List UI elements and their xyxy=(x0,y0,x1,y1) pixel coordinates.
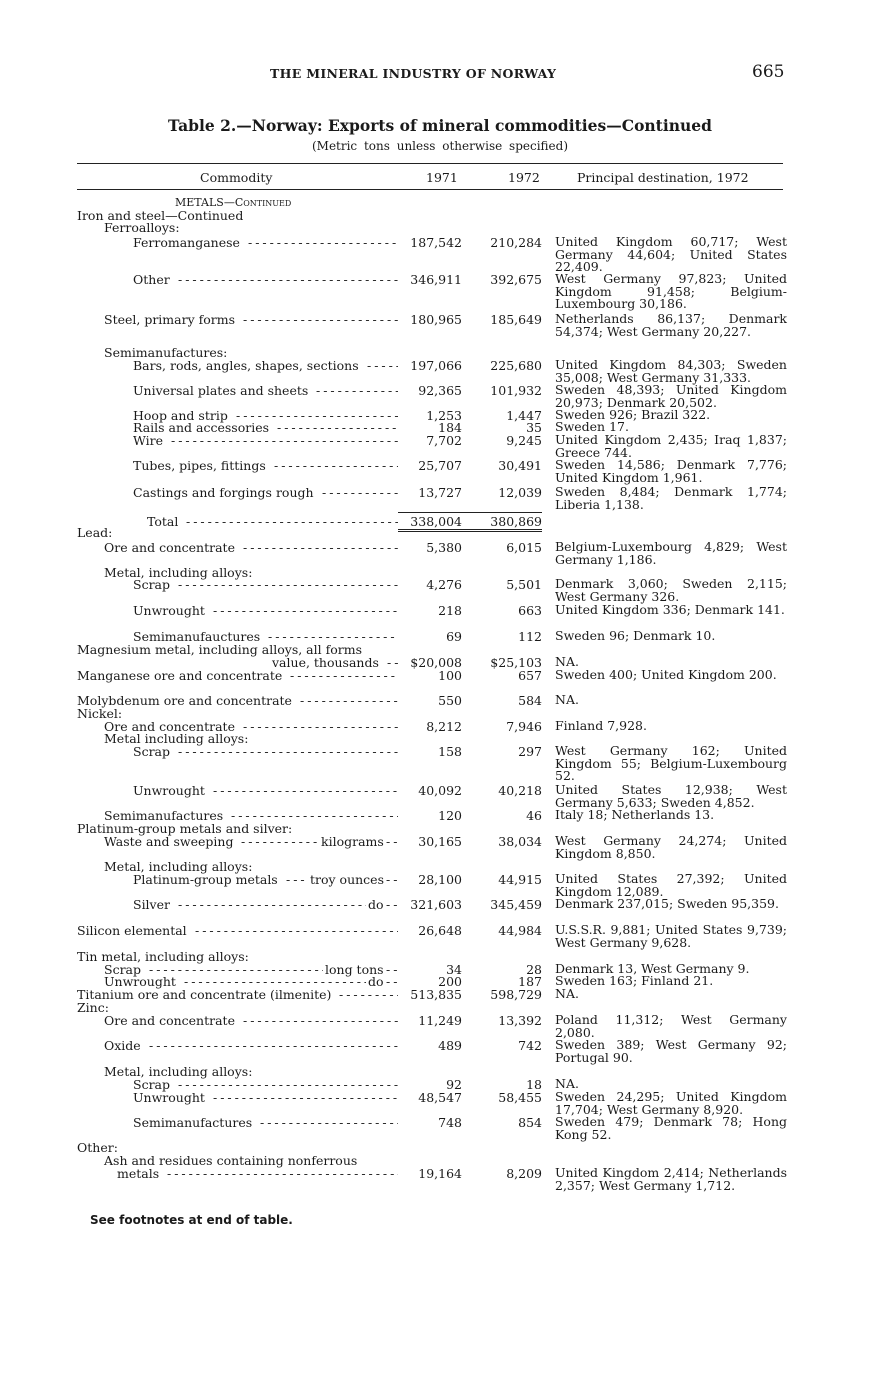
commodity-label: Metal, including alloys: xyxy=(104,1064,253,1079)
column-header-destination: Principal destination, 1972 xyxy=(577,170,749,185)
principal-destination: Belgium-Luxembourg 4,829; West Germany 1,186. xyxy=(555,539,787,567)
principal-destination: NA. xyxy=(555,986,579,1001)
page-number: 665 xyxy=(752,62,785,82)
principal-destination: U.S.S.R. 9,881; United States 9,739; West Germany 9,628. xyxy=(555,922,787,950)
commodity-label: Nickel: xyxy=(77,706,123,721)
dot-leader xyxy=(243,541,398,554)
dot-leader xyxy=(286,873,308,886)
value-1972: 380,869 xyxy=(490,514,542,529)
value-1971: 34 xyxy=(446,962,462,977)
dot-leader xyxy=(248,236,398,249)
commodity-label: Scrap xyxy=(133,1077,170,1092)
value-1971: 100 xyxy=(438,668,462,683)
principal-destination: Denmark 13, West Germany 9. xyxy=(555,961,750,976)
commodity-label: Other xyxy=(133,272,170,287)
commodity-label: Unwrought xyxy=(133,1090,205,1105)
commodity-label: Ore and concentrate xyxy=(104,719,235,734)
principal-destination: Italy 18; Netherlands 13. xyxy=(555,807,715,822)
value-1971: 346,911 xyxy=(410,272,462,287)
commodity-label: METALS—Continued xyxy=(175,196,292,209)
commodity-label: Lead: xyxy=(77,525,113,540)
commodity-label: Silver xyxy=(133,897,170,912)
commodity-label: Metal, including alloys: xyxy=(104,565,253,580)
commodity-label: Hoop and strip xyxy=(133,408,228,423)
unit-label: do xyxy=(368,974,384,989)
principal-destination: Netherlands 86,137; Denmark 54,374; West Germany 20,227. xyxy=(555,311,787,339)
value-1971: 120 xyxy=(438,808,462,823)
commodity-label: Manganese ore and concentrate xyxy=(77,668,283,683)
value-1972: 18 xyxy=(526,1077,542,1092)
commodity-label: Magnesium metal, including alloys, all forms xyxy=(77,642,362,657)
value-1972: 58,455 xyxy=(498,1090,542,1105)
value-1972: 657 xyxy=(518,668,542,683)
dot-leader xyxy=(243,720,398,733)
value-1972: 9,245 xyxy=(506,433,542,448)
value-1971: 184 xyxy=(438,420,462,435)
value-1971: 4,276 xyxy=(426,577,462,592)
commodity-label: Platinum-group metals xyxy=(133,872,278,887)
value-1972: 38,034 xyxy=(498,834,542,849)
value-1971: 489 xyxy=(438,1038,462,1053)
principal-destination: United Kingdom 336; Denmark 141. xyxy=(555,602,785,617)
header-bottom-rule xyxy=(77,189,783,190)
total-bottom-rule xyxy=(398,531,542,532)
value-1972: $25,103 xyxy=(490,655,542,670)
commodity-label: Ferromanganese xyxy=(133,235,240,250)
commodity-label: Ore and concentrate xyxy=(104,540,235,555)
dot-leader xyxy=(149,1039,398,1052)
table-subtitle: (Metric tons unless otherwise specified) xyxy=(311,139,569,153)
value-1971: 26,648 xyxy=(418,923,462,938)
value-1971: 8,212 xyxy=(426,719,462,734)
dot-leader xyxy=(178,578,398,591)
commodity-label: Unwrought xyxy=(104,974,176,989)
dot-leader xyxy=(178,898,366,911)
unit-label: do xyxy=(368,897,384,912)
dot-leader xyxy=(178,1078,398,1091)
value-1971: 5,380 xyxy=(426,540,462,555)
dot-leader xyxy=(243,313,398,326)
value-1972: 101,932 xyxy=(490,383,542,398)
commodity-label: Iron and steel—Continued xyxy=(77,208,244,223)
principal-destination: West Germany 162; United Kingdom 55; Belgium-Luxembourg 52. xyxy=(555,743,787,783)
principal-destination: Sweden 48,393; United Kingdom 20,973; Denmark 20,502. xyxy=(555,382,787,410)
value-1971: 19,164 xyxy=(418,1166,462,1181)
commodity-label: Semimanufactures xyxy=(133,1115,253,1130)
principal-destination: Denmark 237,015; Sweden 95,359. xyxy=(555,896,779,911)
column-header-1971: 1971 xyxy=(426,170,458,185)
dot-leader xyxy=(386,898,398,911)
value-1971: 69 xyxy=(446,629,462,644)
value-1971: 197,066 xyxy=(410,358,462,373)
commodity-label: Universal plates and sheets xyxy=(133,383,309,398)
commodity-label: Steel, primary forms xyxy=(104,312,236,327)
dot-leader xyxy=(386,835,398,848)
commodity-label: Ash and residues containing nonferrous xyxy=(104,1153,358,1168)
value-1971: 513,835 xyxy=(410,987,462,1002)
commodity-label: Semimanufactures xyxy=(104,808,224,823)
commodity-label: metals xyxy=(117,1166,160,1181)
value-1972: 46 xyxy=(526,808,542,823)
value-1971: 321,603 xyxy=(410,897,462,912)
value-1972: 297 xyxy=(518,744,542,759)
commodity-label: Bars, rods, angles, shapes, sections xyxy=(133,358,359,373)
commodity-label: Other: xyxy=(77,1140,118,1155)
dot-leader xyxy=(300,694,398,707)
value-1972: 35 xyxy=(526,420,542,435)
value-1971: 25,707 xyxy=(418,458,462,473)
value-1971: 92 xyxy=(446,1077,462,1092)
value-1971: 187,542 xyxy=(410,235,462,250)
commodity-label: Metal, including alloys: xyxy=(104,859,253,874)
value-1972: 187 xyxy=(518,974,542,989)
commodity-label: Waste and sweeping xyxy=(104,834,234,849)
value-1972: 44,915 xyxy=(498,872,542,887)
dot-leader xyxy=(386,873,398,886)
commodity-label: Silicon elemental xyxy=(77,923,187,938)
unit-label: troy ounces xyxy=(310,872,384,887)
value-1971: 748 xyxy=(438,1115,462,1130)
dot-leader xyxy=(167,1167,398,1180)
commodity-label: Ore and concentrate xyxy=(104,1013,235,1028)
commodity-label: Unwrought xyxy=(133,783,205,798)
dot-leader xyxy=(290,669,398,682)
commodity-label: Tin metal, including alloys: xyxy=(77,949,249,964)
principal-destination: United States 12,938; West Germany 5,633; Sweden 4,852. xyxy=(555,782,787,810)
commodity-label: Molybdenum ore and concentrate xyxy=(77,693,292,708)
value-1972: 225,680 xyxy=(490,358,542,373)
header-top-rule xyxy=(77,163,783,164)
unit-label: kilograms xyxy=(321,834,384,849)
principal-destination: United Kingdom 60,717; West Germany 44,604; United States 22,409. xyxy=(555,234,787,274)
dot-leader xyxy=(367,359,398,372)
dot-leader xyxy=(186,515,398,528)
principal-destination: Sweden 389; West Germany 92; Portugal 90. xyxy=(555,1037,787,1065)
dot-leader xyxy=(322,486,398,499)
principal-destination: United Kingdom 84,303; Sweden 35,008; West Germany 31,333. xyxy=(555,357,787,385)
principal-destination: Sweden 163; Finland 21. xyxy=(555,973,714,988)
principal-destination: Sweden 8,484; Denmark 1,774; Liberia 1,138. xyxy=(555,484,787,512)
dot-leader xyxy=(243,1014,398,1027)
total-top-rule xyxy=(398,512,542,513)
principal-destination: Poland 11,312; West Germany 2,080. xyxy=(555,1012,787,1040)
dot-leader xyxy=(387,656,398,669)
value-1972: 30,491 xyxy=(498,458,542,473)
dot-leader xyxy=(274,459,398,472)
value-1972: 28 xyxy=(526,962,542,977)
value-1972: 12,039 xyxy=(498,485,542,500)
running-title: THE MINERAL INDUSTRY OF NORWAY xyxy=(270,66,557,81)
dot-leader xyxy=(241,835,319,848)
principal-destination: Sweden 17. xyxy=(555,419,629,434)
value-1972: 663 xyxy=(518,603,542,618)
principal-destination: Sweden 24,295; United Kingdom 17,704; West Germany 8,920. xyxy=(555,1089,787,1117)
value-1972: 210,284 xyxy=(490,235,542,250)
commodity-label: Ferroalloys: xyxy=(104,220,180,235)
principal-destination: Denmark 3,060; Sweden 2,115; West Germany 326. xyxy=(555,576,787,604)
principal-destination: Sweden 479; Denmark 78; Hong Kong 52. xyxy=(555,1114,787,1142)
commodity-label: Castings and forgings rough xyxy=(133,485,314,500)
value-1971: 13,727 xyxy=(418,485,462,500)
commodity-label: Zinc: xyxy=(77,1000,109,1015)
commodity-label: Titanium ore and concentrate (ilmenite) xyxy=(77,987,332,1002)
dot-leader xyxy=(277,421,398,434)
dot-leader xyxy=(316,384,398,397)
value-1972: 5,501 xyxy=(506,577,542,592)
value-1972: 8,209 xyxy=(506,1166,542,1181)
unit-label: long tons xyxy=(325,962,384,977)
principal-destination: Sweden 96; Denmark 10. xyxy=(555,628,716,643)
dot-leader xyxy=(260,1116,398,1129)
dot-leader xyxy=(213,1091,398,1104)
value-1972: 13,392 xyxy=(498,1013,542,1028)
commodity-label: Metal including alloys: xyxy=(104,731,249,746)
value-1972: 1,447 xyxy=(506,408,542,423)
commodity-label: Platinum-group metals and silver: xyxy=(77,821,293,836)
commodity-label: Semimanufactures: xyxy=(104,345,228,360)
principal-destination: United Kingdom 2,435; Iraq 1,837; Greece 744. xyxy=(555,432,787,460)
dot-leader xyxy=(213,604,398,617)
value-1971: 28,100 xyxy=(418,872,462,887)
principal-destination: Sweden 400; United Kingdom 200. xyxy=(555,667,777,682)
principal-destination: Finland 7,928. xyxy=(555,718,647,733)
dot-leader xyxy=(178,745,398,758)
principal-destination: United Kingdom 2,414; Netherlands 2,357; West Germany 1,712. xyxy=(555,1165,787,1193)
commodity-label: Semimanufauctures xyxy=(133,629,261,644)
value-1972: 40,218 xyxy=(498,783,542,798)
principal-destination: NA. xyxy=(555,692,579,707)
principal-destination: NA. xyxy=(555,1076,579,1091)
value-1971: $20,008 xyxy=(410,655,462,670)
value-1972: 598,729 xyxy=(490,987,542,1002)
dot-leader xyxy=(339,988,398,1001)
footnote: See footnotes at end of table. xyxy=(90,1213,293,1227)
commodity-label: Unwrought xyxy=(133,603,205,618)
commodity-label: Rails and accessories xyxy=(133,420,270,435)
value-1972: 6,015 xyxy=(506,540,542,555)
commodity-label: value, thousands xyxy=(272,655,379,670)
value-1971: 30,165 xyxy=(418,834,462,849)
total-bottom-rule xyxy=(398,529,542,530)
dot-leader xyxy=(386,975,398,988)
value-1971: 7,702 xyxy=(426,433,462,448)
commodity-label: Scrap xyxy=(104,962,141,977)
value-1971: 200 xyxy=(438,974,462,989)
principal-destination: West Germany 97,823; United Kingdom 91,458; Belgium-Luxembourg 30,186. xyxy=(555,271,787,311)
dot-leader xyxy=(195,924,398,937)
value-1972: 584 xyxy=(518,693,542,708)
dot-leader xyxy=(171,434,398,447)
value-1972: 7,946 xyxy=(506,719,542,734)
value-1972: 112 xyxy=(518,629,542,644)
value-1971: 40,092 xyxy=(418,783,462,798)
principal-destination: NA. xyxy=(555,654,579,669)
commodity-label: Scrap xyxy=(133,577,170,592)
column-header-1972: 1972 xyxy=(508,170,540,185)
value-1972: 44,984 xyxy=(498,923,542,938)
value-1972: 854 xyxy=(518,1115,542,1130)
value-1971: 158 xyxy=(438,744,462,759)
value-1972: 345,459 xyxy=(490,897,542,912)
value-1971: 180,965 xyxy=(410,312,462,327)
value-1971: 48,547 xyxy=(418,1090,462,1105)
value-1972: 185,649 xyxy=(490,312,542,327)
value-1971: 338,004 xyxy=(410,514,462,529)
principal-destination: Sweden 926; Brazil 322. xyxy=(555,407,711,422)
value-1971: 1,253 xyxy=(426,408,462,423)
commodity-label: Scrap xyxy=(133,744,170,759)
principal-destination: West Germany 24,274; United Kingdom 8,850. xyxy=(555,833,787,861)
commodity-label: Total xyxy=(147,514,179,529)
commodity-label: Tubes, pipes, fittings xyxy=(133,458,266,473)
value-1971: 218 xyxy=(438,603,462,618)
commodity-label: Wire xyxy=(133,433,163,448)
value-1971: 11,249 xyxy=(418,1013,462,1028)
principal-destination: Sweden 14,586; Denmark 7,776; United Kingdom 1,961. xyxy=(555,457,787,485)
value-1971: 92,365 xyxy=(418,383,462,398)
table-title: Table 2.—Norway: Exports of mineral commodities—Continued xyxy=(168,116,712,135)
value-1971: 550 xyxy=(438,693,462,708)
column-header-commodity: Commodity xyxy=(200,170,273,185)
value-1972: 392,675 xyxy=(490,272,542,287)
dot-leader xyxy=(178,273,398,286)
principal-destination: United States 27,392; United Kingdom 12,089. xyxy=(555,871,787,899)
commodity-label: Oxide xyxy=(104,1038,141,1053)
dot-leader xyxy=(213,784,398,797)
value-1972: 742 xyxy=(518,1038,542,1053)
